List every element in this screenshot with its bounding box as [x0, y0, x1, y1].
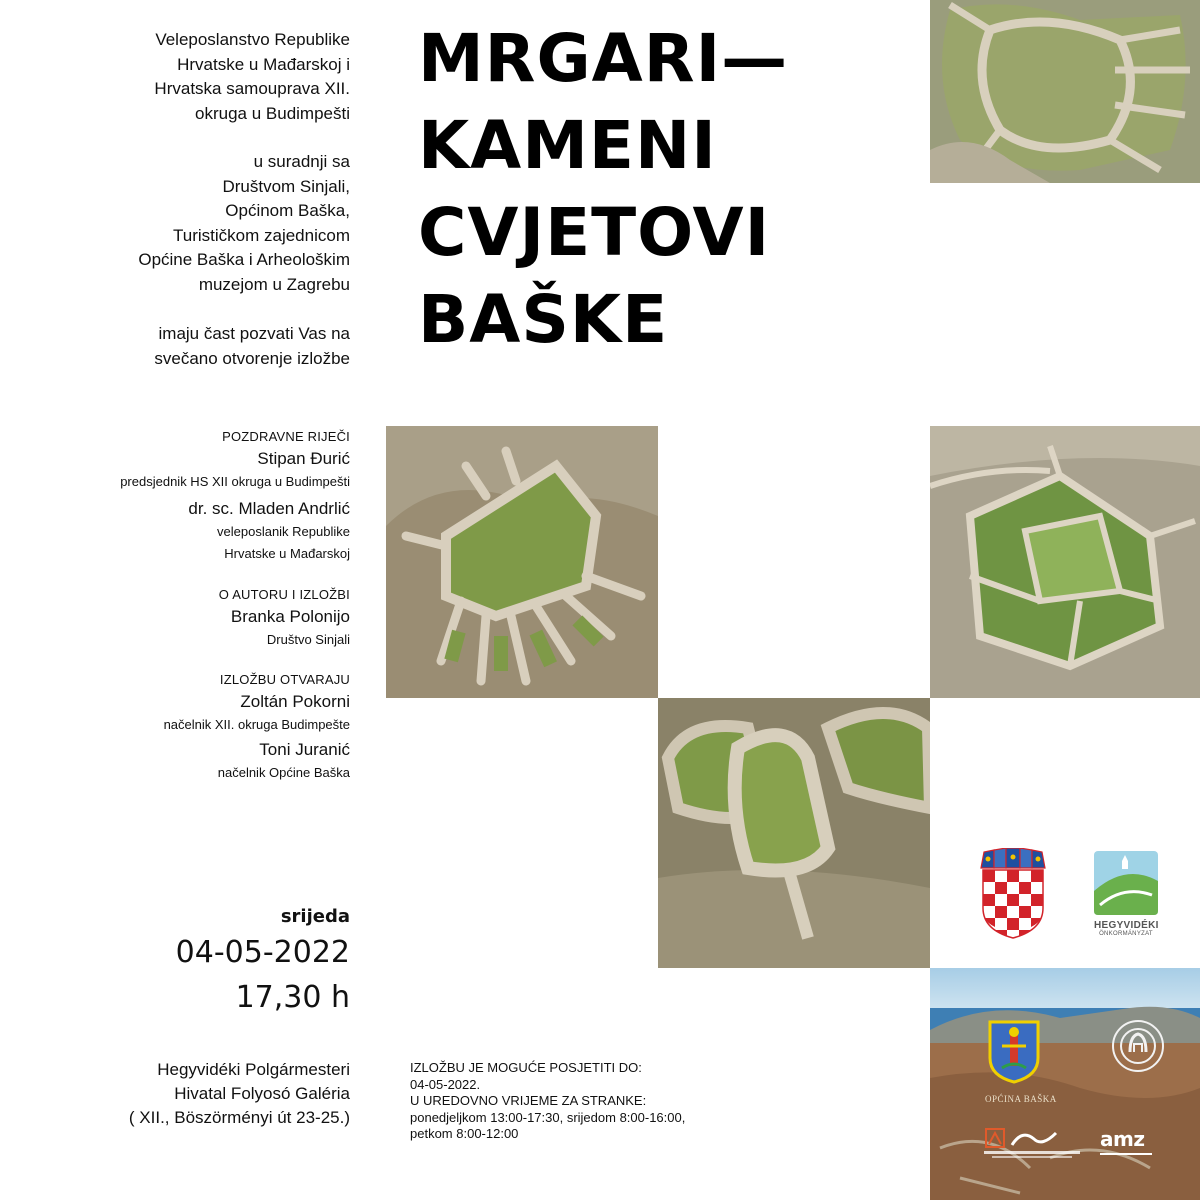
aerial-photo-middle-right: [930, 426, 1200, 698]
intro-line: Veleposlanstvo Republike: [155, 30, 350, 49]
event-date: 04-05-2022: [175, 935, 350, 970]
title-line: BAŠKE: [418, 281, 669, 358]
intro-line: svečano otvorenje izložbe: [154, 348, 350, 368]
title-line: MRGARI—: [418, 20, 789, 97]
croatian-coat-of-arms-icon: [978, 848, 1048, 940]
landscape-photo-bottom-right: [930, 968, 1200, 1200]
program: [120, 428, 350, 784]
organizers-text: [154, 28, 350, 126]
intro-line: muzejom u Zagrebu: [198, 274, 350, 294]
speaker-name: dr. sc. Mladen Andrlić: [188, 499, 350, 518]
venue: [129, 1058, 350, 1130]
author-heading: O AUTORU I IZLOŽBI: [218, 587, 350, 602]
intro-line: Hrvatska samouprava XII.: [154, 79, 350, 98]
opcina-baska-coat-of-arms-icon: [988, 1020, 1040, 1084]
tourist-board-logo-icon: [982, 1125, 1082, 1161]
speaker-role: veleposlanik Republike: [217, 524, 350, 539]
event-day: srijeda: [280, 906, 350, 927]
visit-line: ponedjeljkom 13:00-17:30, srijedom 8:00-16:00,: [410, 1109, 686, 1125]
hegyvideki-logo: [1094, 851, 1158, 941]
exhibition-title: [418, 15, 788, 363]
intro-line: Hrvatske u Mađarskoj i: [177, 54, 350, 74]
visit-line: 04-05-2022.: [410, 1076, 481, 1092]
aerial-photo-middle-left: [386, 426, 658, 698]
author-name: Branka Polonijo: [230, 607, 350, 626]
intro-line: u suradnji sa: [253, 152, 350, 171]
speaker-role: Hrvatske u Mađarskoj: [224, 546, 350, 561]
opener-role: načelnik Općine Baška: [217, 765, 350, 780]
venue-line: Hivatal Folyosó Galéria: [174, 1084, 350, 1103]
hegyvideki-hill-icon: [1094, 851, 1158, 915]
visit-line: petkom 8:00-12:00: [410, 1126, 519, 1141]
event-datetime: [176, 904, 350, 1018]
hegyvideki-sublabel: ÖNKORMÁNYZAT: [1099, 931, 1153, 937]
title-line: CVJETOVI: [418, 194, 771, 271]
intro-line: Općinom Baška,: [225, 201, 350, 220]
speaker-name: Stipan Đurić: [257, 449, 350, 468]
author-role: Društvo Sinjali: [266, 632, 350, 647]
amz-logo: [1100, 1128, 1160, 1164]
opener-name: Zoltán Pokorni: [240, 692, 350, 711]
intro-line: Općine Baška i Arheološkim: [138, 250, 350, 269]
greetings-heading: POZDRAVNE RIJEČI: [222, 429, 350, 444]
invitation-text: [154, 322, 350, 371]
opcina-baska-label: OPĆINA BAŠKA: [985, 1094, 1057, 1104]
opener-name: Toni Juranić: [259, 740, 350, 759]
opening-heading: IZLOŽBU OTVARAJU: [219, 672, 350, 687]
intro-line: imaju čast pozvati Vas na: [158, 324, 350, 343]
visit-line: U UREDOVNO VRIJEME ZA STRANKE:: [410, 1093, 647, 1108]
amz-underline: [1100, 1153, 1152, 1155]
intro-line: Turističkom zajednicom: [173, 225, 350, 245]
opener-role: načelnik XII. okruga Budimpešte: [163, 717, 350, 732]
cooperation-text: [138, 150, 350, 297]
venue-line: ( XII., Böszörményi út 23-25.): [128, 1108, 350, 1127]
aerial-photo-bottom-center: [658, 698, 930, 968]
visit-line: IZLOŽBU JE MOGUĆE POSJETITI DO:: [410, 1060, 642, 1075]
title-line: KAMENI: [418, 107, 717, 184]
society-emblem-icon: [1110, 1018, 1166, 1074]
aerial-photo-top-right: [930, 0, 1200, 183]
speaker-role: predsjednik HS XII okruga u Budimpešti: [120, 474, 350, 489]
venue-line: Hegyvidéki Polgármesteri: [157, 1060, 350, 1079]
intro-line: okruga u Budimpešti: [195, 103, 350, 123]
event-time: 17,30 h: [235, 980, 350, 1015]
hegyvideki-label: HEGYVIDÉKI: [1094, 920, 1159, 931]
intro-line: Društvom Sinjali,: [222, 176, 350, 196]
amz-label: amz: [1100, 1127, 1145, 1151]
visiting-info: [410, 1060, 685, 1143]
